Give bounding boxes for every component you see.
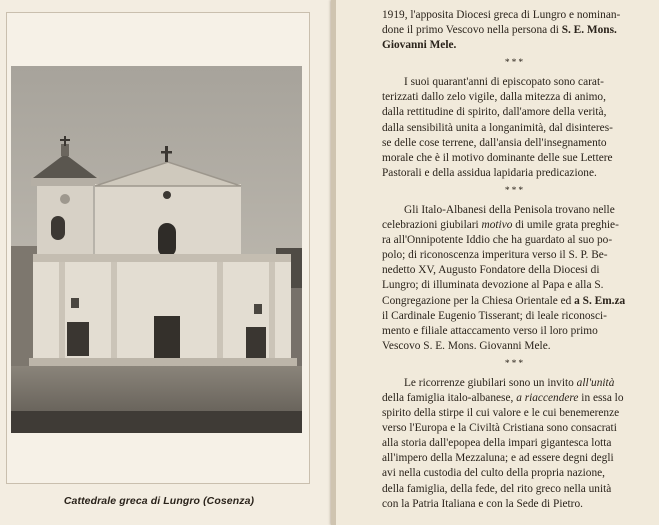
paragraph-3 bbox=[382, 203, 648, 354]
paragraph-4 bbox=[382, 376, 648, 512]
text-line: Gli Italo-Albanesi della Penisola trovano nelle bbox=[404, 203, 615, 216]
text-line: polo; di riconoscenza imperitura verso il S. P. Be- bbox=[382, 249, 608, 262]
text-line: I suoi quarant'anni di episcopato sono carat- bbox=[404, 76, 604, 89]
photo-caption: Cattedrale greca di Lungro (Cosenza) bbox=[63, 495, 255, 507]
text-line: celebrazioni giubilari bbox=[382, 219, 482, 232]
text-line: con la Patria Italiana e con la Sede di Pietro. bbox=[382, 497, 583, 510]
text-line: se delle cose terrene, dall'ansia dell'insegnamento bbox=[382, 136, 607, 149]
text-line: Pastorali e della assidua lapidaria predicazione. bbox=[382, 166, 597, 179]
body-text bbox=[382, 8, 648, 512]
text-line: verso l'Europa e la Civiltà Cristiana sono consacrati bbox=[382, 422, 617, 435]
paragraph-2 bbox=[382, 75, 648, 181]
text-line: alla storia dall'epopea della impari gigantesca lotta bbox=[382, 437, 612, 450]
text-line: nedetto XV, Augusto Fondatore della Diocesi di bbox=[382, 264, 600, 277]
text-line: dalla rettitudine di spirito, dall'amore della verità, bbox=[382, 106, 607, 119]
text-italic: all'unità bbox=[576, 376, 615, 389]
text-line: mento e filiale attaccamento verso il loro primo bbox=[382, 324, 598, 337]
section-separator: *** bbox=[504, 58, 526, 69]
text-line: il Cardinale Eugenio Tisserant; di leale riconosci- bbox=[382, 309, 607, 322]
text-bold: a S. Em.za bbox=[574, 294, 626, 307]
text-line: Congregazione per la Chiesa Orientale ed bbox=[382, 294, 575, 307]
text-line: Lungro; di illuminata devozione al Papa e alla S. bbox=[382, 279, 604, 292]
text-italic: motivo bbox=[481, 219, 513, 232]
text-line: ra all'Onnipotente Iddio che ha guardato al suo po- bbox=[382, 234, 613, 247]
text-line: di umile grata preghie- bbox=[512, 219, 619, 232]
cathedral-photo bbox=[11, 66, 302, 433]
text-line: spirito della stirpe il cui valore e le cui benemerenze bbox=[382, 407, 620, 420]
text-line: in essa lo bbox=[578, 391, 624, 404]
text-line: done il primo Vescovo nella persona di bbox=[382, 24, 562, 37]
text-bold: Giovanni Mele. bbox=[382, 39, 457, 52]
text-line: Vescovo S. E. Mons. Giovanni Mele. bbox=[382, 339, 551, 352]
text-line: terizzati dallo zelo vigile, dalla mitezza di animo, bbox=[382, 91, 606, 104]
text-line: all'impero della Mezzaluna; e ad essere degni degli bbox=[382, 452, 614, 465]
text-italic: a riaccendere bbox=[516, 391, 579, 404]
text-line: della famiglia, della fede, del rito greco nella unità bbox=[382, 482, 612, 495]
paragraph-1 bbox=[382, 8, 648, 53]
text-line: dalla sensibilità unita a longanimità, dal disinteres- bbox=[382, 121, 613, 134]
text-line: della famiglia italo-albanese, bbox=[382, 391, 517, 404]
text-line: avi nella custodia del culto della propria nazione, bbox=[382, 467, 606, 480]
section-separator: *** bbox=[504, 358, 526, 369]
text-line: morale che è il motivo dominante delle sue Lettere bbox=[382, 151, 613, 164]
text-line: Le ricorrenze giubilari sono un invito bbox=[404, 376, 577, 389]
text-bold: S. E. Mons. bbox=[561, 24, 617, 37]
text-line: 1919, l'apposita Diocesi greca di Lungro e nominan- bbox=[382, 9, 621, 21]
section-separator: *** bbox=[504, 185, 526, 196]
